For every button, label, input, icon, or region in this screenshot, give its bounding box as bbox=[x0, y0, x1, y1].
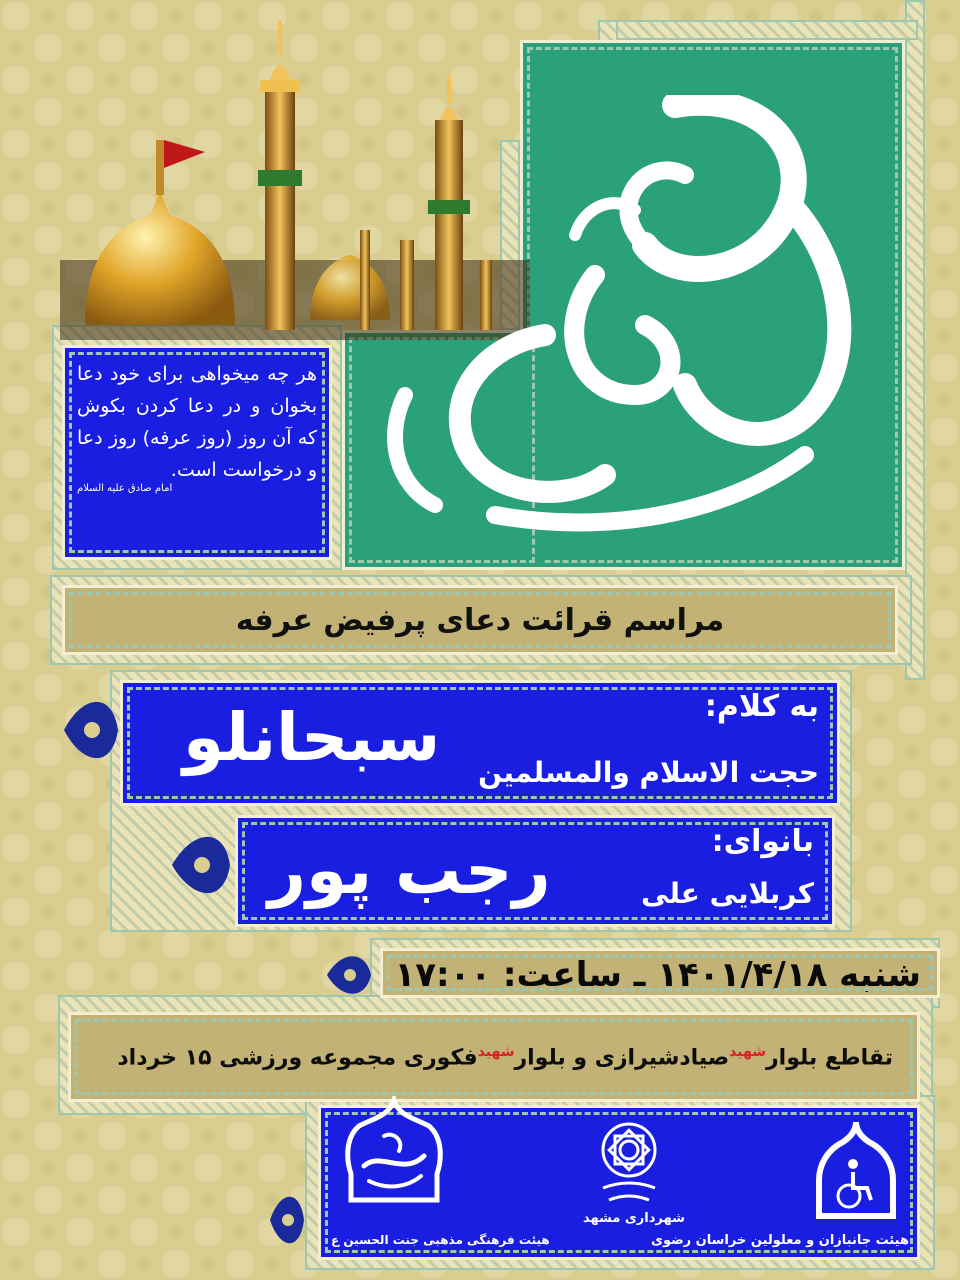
speaker-name: سبحانلو bbox=[183, 699, 441, 776]
ceremony-title-banner bbox=[62, 585, 898, 655]
address-part-2: صیادشیرازی و بلوار bbox=[514, 1045, 730, 1071]
quote-source: امام صادق علیه السلام bbox=[77, 483, 173, 494]
jannat-alhussein-calligraphy-logo-icon bbox=[339, 1096, 449, 1214]
mashhad-municipality-logo-icon bbox=[593, 1118, 665, 1208]
sponsors-panel bbox=[318, 1105, 920, 1260]
reciter-name: رجب پور bbox=[268, 832, 551, 909]
sponsor-label-3: هیئت فرهنگی مذهبی جنت الحسین ع bbox=[331, 1233, 550, 1247]
address-part-3: فکوری مجموعه ورزشی ۱۵ خرداد bbox=[117, 1045, 478, 1071]
quote-box bbox=[62, 345, 332, 560]
speaker-title: حجت الاسلام والمسلمین bbox=[478, 756, 819, 789]
arabesque-ornament-icon bbox=[62, 685, 120, 775]
reciter-title: کربلایی علی bbox=[641, 877, 814, 910]
reciter-banner bbox=[235, 815, 835, 927]
arafeh-calligraphy-icon bbox=[345, 95, 885, 545]
ceremony-title: مراسم قرائت دعای پرفیض عرفه bbox=[235, 602, 725, 638]
dome-wheelchair-icon bbox=[813, 1120, 899, 1220]
address-text bbox=[117, 1044, 893, 1070]
quote-text: هر چه میخواهی برای خود دعا بخوان و در دعا کردن بکوش که آن روز (روز عرفه) روز دعا و درخواست است. bbox=[77, 363, 317, 481]
address-banner bbox=[68, 1012, 920, 1102]
speaker-banner bbox=[120, 680, 840, 806]
sponsor-label-2: شهرداری مشهد bbox=[583, 1211, 685, 1226]
address-part-1: تقاطع بلوار bbox=[765, 1045, 893, 1071]
date-time-text: شنبه ۱۴۰۱/۴/۱۸ ـ ساعت: ۱۷:۰۰ bbox=[394, 955, 921, 995]
arabesque-ornament-icon bbox=[170, 820, 232, 910]
speaker-role-label: به کلام: bbox=[704, 689, 819, 724]
address-shahid-1: شهید bbox=[729, 1043, 766, 1060]
reciter-role-label: بانوای: bbox=[711, 824, 814, 859]
frame-strip-top bbox=[598, 20, 918, 40]
address-shahid-2: شهید bbox=[477, 1043, 515, 1060]
date-time-banner bbox=[380, 948, 940, 998]
arabesque-ornament-icon bbox=[325, 945, 373, 1005]
arabesque-ornament-icon bbox=[268, 1180, 306, 1260]
sponsor-label-1: هیئت جانبازان و معلولین خراسان رضوی bbox=[651, 1233, 909, 1248]
